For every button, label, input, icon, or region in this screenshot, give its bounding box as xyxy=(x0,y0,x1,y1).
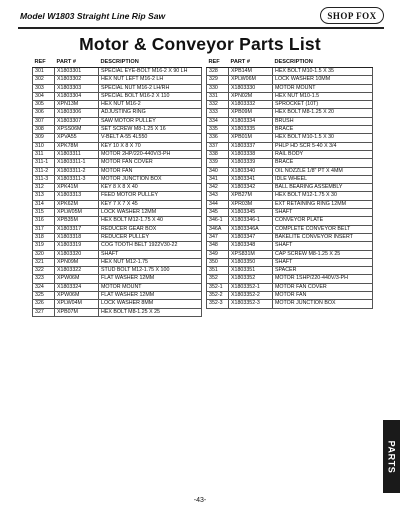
ref-cell: 313 xyxy=(33,192,55,200)
description-cell: SHAFT xyxy=(273,209,373,217)
table-row xyxy=(207,109,373,117)
ref-cell: 327 xyxy=(33,308,55,316)
part-number-cell: XPR03M xyxy=(229,200,273,208)
description-cell: SPECIAL EYE-BOLT M16-2 X 90 LH xyxy=(99,68,202,76)
ref-cell: 317 xyxy=(33,225,55,233)
header-rule xyxy=(18,27,384,29)
table-header-row xyxy=(207,58,373,68)
table-row xyxy=(207,126,373,134)
part-number-cell: XPN09M xyxy=(55,258,99,266)
part-number-cell: X1803340 xyxy=(229,167,273,175)
ref-cell: 352-3 xyxy=(207,300,229,308)
ref-cell: 320 xyxy=(33,250,55,258)
ref-cell: 341 xyxy=(207,175,229,183)
description-cell: LOCK WASHER 8MM xyxy=(99,300,202,308)
page-number: -43- xyxy=(193,497,207,504)
ref-cell: 332 xyxy=(207,101,229,109)
ref-cell: 346A xyxy=(207,225,229,233)
description-cell: SHAFT xyxy=(273,258,373,266)
description-cell: CONVEYOR PLATE xyxy=(273,217,373,225)
table-row xyxy=(207,283,373,291)
description-cell: BRACE xyxy=(273,159,373,167)
table-row xyxy=(33,233,202,241)
part-number-cell: X1803352-2 xyxy=(229,292,273,300)
table-row xyxy=(33,275,202,283)
description-cell: HEX NUT M12-1.75 xyxy=(99,258,202,266)
ref-cell: 334 xyxy=(207,117,229,125)
part-number-cell: X1803302 xyxy=(55,76,99,84)
ref-cell: 318 xyxy=(33,233,55,241)
part-number-cell: X1803301 xyxy=(55,68,99,76)
table-row xyxy=(207,209,373,217)
table-row xyxy=(33,200,202,208)
ref-cell: 305 xyxy=(33,101,55,109)
table-row xyxy=(207,101,373,109)
part-number-cell: X1803350 xyxy=(229,258,273,266)
part-number-cell: X1803330 xyxy=(229,84,273,92)
description-cell: MOTOR MOUNT xyxy=(273,84,373,92)
description-cell: KEY 8 X 8 X 40 xyxy=(99,184,202,192)
col-ref-header: REF xyxy=(33,58,55,68)
table-row xyxy=(207,76,373,84)
table-row xyxy=(33,167,202,175)
part-number-cell: XPB14M xyxy=(229,68,273,76)
table-row xyxy=(33,292,202,300)
part-number-cell: X1803346-1 xyxy=(229,217,273,225)
ref-cell: 352 xyxy=(207,275,229,283)
table-row xyxy=(207,242,373,250)
description-cell: RAIL BODY xyxy=(273,150,373,158)
part-number-cell: XPB07M xyxy=(55,308,99,316)
part-number-cell: X1803311-2 xyxy=(55,167,99,175)
table-row xyxy=(207,300,373,308)
table-row xyxy=(33,300,202,308)
part-number-cell: XPK62M xyxy=(55,200,99,208)
part-number-cell: X1803319 xyxy=(55,242,99,250)
ref-cell: 303 xyxy=(33,84,55,92)
shop-fox-logo: SHOP FOX xyxy=(320,7,384,24)
table-row xyxy=(207,217,373,225)
parts-table-left xyxy=(32,58,202,317)
ref-cell: 311-2 xyxy=(33,167,55,175)
description-cell: COMPLETE CONVEYOR BELT xyxy=(273,225,373,233)
part-number-cell: XPLW05M xyxy=(55,209,99,217)
table-row xyxy=(207,225,373,233)
ref-cell: 311-1 xyxy=(33,159,55,167)
table-row xyxy=(207,267,373,275)
ref-cell: 352-2 xyxy=(207,292,229,300)
part-number-cell: X1803352-3 xyxy=(229,300,273,308)
table-row xyxy=(33,126,202,134)
col-part-header: PART # xyxy=(229,58,273,68)
ref-cell: 321 xyxy=(33,258,55,266)
description-cell: FEED MOTOR PULLEY xyxy=(99,192,202,200)
ref-cell: 308 xyxy=(33,126,55,134)
description-cell: V-BELT A-55 4L550 xyxy=(99,134,202,142)
table-row xyxy=(207,68,373,76)
table-row xyxy=(33,267,202,275)
part-number-cell: XPN02M xyxy=(229,92,273,100)
part-number-cell: X1803339 xyxy=(229,159,273,167)
part-number-cell: X1803307 xyxy=(55,117,99,125)
part-number-cell: XPB27M xyxy=(229,192,273,200)
table-row xyxy=(33,250,202,258)
col-ref-header: REF xyxy=(207,58,229,68)
description-cell: COG TOOTH BELT 1922V30-22 xyxy=(99,242,202,250)
part-number-cell: X1803317 xyxy=(55,225,99,233)
table-row xyxy=(33,84,202,92)
page-header xyxy=(18,6,384,28)
description-cell: HEX BOLT M10-1.5 X 35 xyxy=(273,68,373,76)
description-cell: HEX BOLT M8-1.25 X 25 xyxy=(99,308,202,316)
side-tab-label: PARTS xyxy=(386,440,397,473)
ref-cell: 331 xyxy=(207,92,229,100)
description-cell: SHAFT xyxy=(273,242,373,250)
description-cell: SHAFT xyxy=(99,250,202,258)
table-row xyxy=(33,101,202,109)
table-row xyxy=(207,142,373,150)
ref-cell: 324 xyxy=(33,283,55,291)
part-number-cell: XPW06M xyxy=(55,292,99,300)
table-row xyxy=(33,192,202,200)
description-cell: OIL NOZZLE 1/8" PT X 4MM xyxy=(273,167,373,175)
ref-cell: 315 xyxy=(33,209,55,217)
table-row xyxy=(33,175,202,183)
ref-cell: 352-1 xyxy=(207,283,229,291)
ref-cell: 350 xyxy=(207,258,229,266)
table-header-row xyxy=(33,58,202,68)
ref-cell: 330 xyxy=(207,84,229,92)
description-cell: EXT RETAINING RING 12MM xyxy=(273,200,373,208)
description-cell: PHLP HD SCR 5-40 X 3/4 xyxy=(273,142,373,150)
table-row xyxy=(33,225,202,233)
ref-cell: 349 xyxy=(207,250,229,258)
description-cell: SET SCREW M8-1.25 X 16 xyxy=(99,126,202,134)
description-cell: HEX BOLT M8-1.25 X 20 xyxy=(273,109,373,117)
description-cell: MOTOR FAN COVER xyxy=(99,159,202,167)
ref-cell: 311 xyxy=(33,150,55,158)
description-cell: HEX NUT LEFT M16-2 LH xyxy=(99,76,202,84)
table-row xyxy=(33,159,202,167)
part-number-cell: X1803337 xyxy=(229,142,273,150)
table-row xyxy=(33,217,202,225)
ref-cell: 326 xyxy=(33,300,55,308)
description-cell: IDLE WHEEL xyxy=(273,175,373,183)
description-cell: MOTOR MOUNT xyxy=(99,283,202,291)
table-row xyxy=(207,92,373,100)
description-cell: SPROCKET (10T) xyxy=(273,101,373,109)
part-number-cell: XPK78M xyxy=(55,142,99,150)
ref-cell: 316 xyxy=(33,217,55,225)
description-cell: MOTOR 1SHP/220-440V/3-PH xyxy=(273,275,373,283)
part-number-cell: X1803345 xyxy=(229,209,273,217)
part-number-cell: X1803352 xyxy=(229,275,273,283)
table-row xyxy=(33,242,202,250)
description-cell: SPACER xyxy=(273,267,373,275)
part-number-cell: X1803311-1 xyxy=(55,159,99,167)
description-cell: MOTOR JUNCTION BOX xyxy=(99,175,202,183)
part-number-cell: X1803342 xyxy=(229,184,273,192)
parts-section-tab xyxy=(383,420,400,493)
description-cell: LOCK WASHER 10MM xyxy=(273,76,373,84)
description-cell: BAKELITE CONVEYOR INSERT xyxy=(273,233,373,241)
table-row xyxy=(207,233,373,241)
part-number-cell: X1803304 xyxy=(55,92,99,100)
part-number-cell: XPSS06M xyxy=(55,126,99,134)
part-number-cell: X1803334 xyxy=(229,117,273,125)
ref-cell: 312 xyxy=(33,184,55,192)
ref-cell: 310 xyxy=(33,142,55,150)
col-part-header: PART # xyxy=(55,58,99,68)
part-number-cell: X1803303 xyxy=(55,84,99,92)
table-row xyxy=(207,175,373,183)
description-cell: LOCK WASHER 12MM xyxy=(99,209,202,217)
description-cell: MOTOR FAN COVER xyxy=(273,283,373,291)
ref-cell: 311-3 xyxy=(33,175,55,183)
table-row xyxy=(33,308,202,316)
table-row xyxy=(33,209,202,217)
table-row xyxy=(33,184,202,192)
description-cell: REDUCER PULLEY xyxy=(99,233,202,241)
part-number-cell: XPN13M xyxy=(55,101,99,109)
ref-cell: 346-1 xyxy=(207,217,229,225)
table-row xyxy=(207,150,373,158)
ref-cell: 304 xyxy=(33,92,55,100)
ref-cell: 347 xyxy=(207,233,229,241)
description-cell: ADJUSTING RING xyxy=(99,109,202,117)
ref-cell: 337 xyxy=(207,142,229,150)
description-cell: FLAT WASHER 12MM xyxy=(99,292,202,300)
table-row xyxy=(33,283,202,291)
part-number-cell: X1803338 xyxy=(229,150,273,158)
table-row xyxy=(207,84,373,92)
description-cell: HEX NUT M16-2 xyxy=(99,101,202,109)
description-cell: HEX BOLT M12-1.75 X 40 xyxy=(99,217,202,225)
table-row xyxy=(33,258,202,266)
part-number-cell: XPS831M xyxy=(229,250,273,258)
table-row xyxy=(207,184,373,192)
ref-cell: 301 xyxy=(33,68,55,76)
ref-cell: 351 xyxy=(207,267,229,275)
part-number-cell: X1803347 xyxy=(229,233,273,241)
part-number-cell: X1803348 xyxy=(229,242,273,250)
part-number-cell: XPB01M xyxy=(229,134,273,142)
description-cell: SPECIAL BOLT M16-2 X 110 xyxy=(99,92,202,100)
ref-cell: 345 xyxy=(207,209,229,217)
description-cell: SPECIAL NUT M16-2 LH/RH xyxy=(99,84,202,92)
description-cell: BRUSH xyxy=(273,117,373,125)
description-cell: MOTOR FAN xyxy=(99,167,202,175)
table-row xyxy=(207,134,373,142)
table-row xyxy=(207,292,373,300)
part-number-cell: XPB35M xyxy=(55,217,99,225)
ref-cell: 314 xyxy=(33,200,55,208)
description-cell: MOTOR FAN xyxy=(273,292,373,300)
ref-cell: 309 xyxy=(33,134,55,142)
description-cell: MOTOR JUNCTION BOX xyxy=(273,300,373,308)
table-row xyxy=(33,150,202,158)
part-number-cell: X1803320 xyxy=(55,250,99,258)
table-row xyxy=(207,192,373,200)
ref-cell: 302 xyxy=(33,76,55,84)
description-cell: HEX BOLT M10-1.5 X 30 xyxy=(273,134,373,142)
ref-cell: 307 xyxy=(33,117,55,125)
part-number-cell: X1803324 xyxy=(55,283,99,291)
table-row xyxy=(33,109,202,117)
part-number-cell: XPW06M xyxy=(55,275,99,283)
part-number-cell: XPB09M xyxy=(229,109,273,117)
ref-cell: 328 xyxy=(207,68,229,76)
table-row xyxy=(207,117,373,125)
ref-cell: 340 xyxy=(207,167,229,175)
part-number-cell: X1803318 xyxy=(55,233,99,241)
part-number-cell: XPK41M xyxy=(55,184,99,192)
part-number-cell: X1803311 xyxy=(55,150,99,158)
ref-cell: 322 xyxy=(33,267,55,275)
part-number-cell: X1803306 xyxy=(55,109,99,117)
part-number-cell: X1803341 xyxy=(229,175,273,183)
table-row xyxy=(207,250,373,258)
table-row xyxy=(207,167,373,175)
page-title: Motor & Conveyor Parts List xyxy=(79,34,321,54)
part-number-cell: X1803322 xyxy=(55,267,99,275)
description-cell: KEY 10 X 8 X 70 xyxy=(99,142,202,150)
description-cell: STUD BOLT M12-1.75 X 100 xyxy=(99,267,202,275)
ref-cell: 319 xyxy=(33,242,55,250)
ref-cell: 348 xyxy=(207,242,229,250)
model-title: Model W1803 Straight Line Rip Saw xyxy=(20,11,166,21)
ref-cell: 342 xyxy=(207,184,229,192)
description-cell: BALL BEARING ASSEMBLY xyxy=(273,184,373,192)
table-row xyxy=(33,134,202,142)
table-row xyxy=(33,117,202,125)
ref-cell: 306 xyxy=(33,109,55,117)
part-number-cell: X1803351 xyxy=(229,267,273,275)
description-cell: SAW MOTOR PULLEY xyxy=(99,117,202,125)
description-cell: KEY 7 X 7 X 45 xyxy=(99,200,202,208)
description-cell: MOTOR 2HP/220-440V/3-PH xyxy=(99,150,202,158)
table-row xyxy=(207,200,373,208)
table-row xyxy=(33,92,202,100)
part-number-cell: X1803335 xyxy=(229,126,273,134)
part-number-cell: X1803346A xyxy=(229,225,273,233)
ref-cell: 338 xyxy=(207,150,229,158)
description-cell: HEX NUT M10-1.5 xyxy=(273,92,373,100)
part-number-cell: XPLW06M xyxy=(229,76,273,84)
part-number-cell: X1803311-3 xyxy=(55,175,99,183)
part-number-cell: XPLW04M xyxy=(55,300,99,308)
part-number-cell: X1803332 xyxy=(229,101,273,109)
ref-cell: 335 xyxy=(207,126,229,134)
parts-table-right xyxy=(206,58,373,309)
table-row xyxy=(33,68,202,76)
table-row xyxy=(207,258,373,266)
table-row xyxy=(33,142,202,150)
part-number-cell: X1803352-1 xyxy=(229,283,273,291)
col-description-header: DESCRIPTION xyxy=(99,58,202,68)
ref-cell: 336 xyxy=(207,134,229,142)
part-number-cell: X1803313 xyxy=(55,192,99,200)
table-row xyxy=(33,76,202,84)
ref-cell: 329 xyxy=(207,76,229,84)
col-description-header: DESCRIPTION xyxy=(273,58,373,68)
ref-cell: 325 xyxy=(33,292,55,300)
ref-cell: 333 xyxy=(207,109,229,117)
description-cell: FLAT WASHER 12MM xyxy=(99,275,202,283)
part-number-cell: XPVA55 xyxy=(55,134,99,142)
ref-cell: 343 xyxy=(207,192,229,200)
description-cell: BRACE xyxy=(273,126,373,134)
table-row xyxy=(207,275,373,283)
ref-cell: 339 xyxy=(207,159,229,167)
ref-cell: 344 xyxy=(207,200,229,208)
ref-cell: 323 xyxy=(33,275,55,283)
description-cell: REDUCER GEAR BOX xyxy=(99,225,202,233)
description-cell: HEX BOLT M12-1.75 X 30 xyxy=(273,192,373,200)
table-row xyxy=(207,159,373,167)
description-cell: CAP SCREW M8-1.25 X 25 xyxy=(273,250,373,258)
